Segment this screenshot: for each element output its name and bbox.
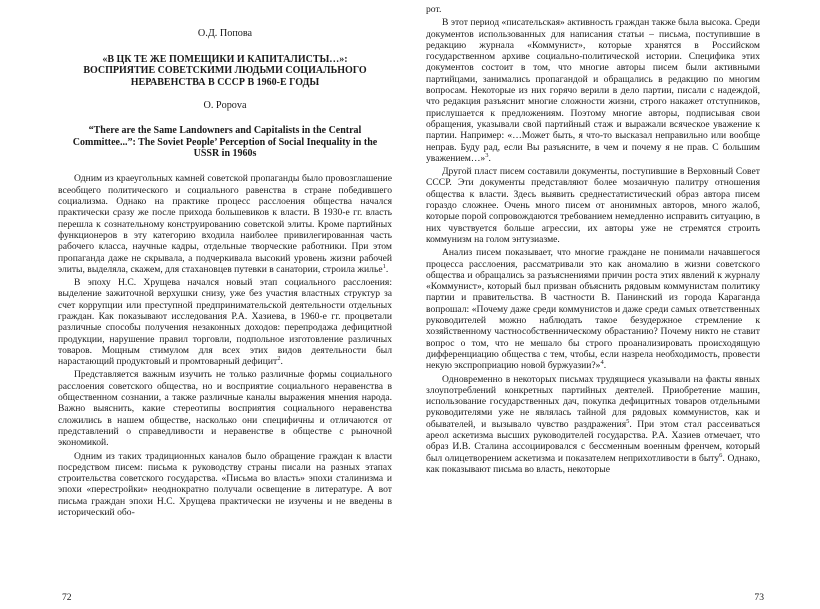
paragraph (58, 173, 392, 275)
footnote-marker: 1 (382, 262, 386, 270)
left-text-column (58, 4, 392, 520)
paragraph-text: В этот период «писательская» активность граждан также была высока. Среди документов использованных для написания статьи – письма, поступившие в редакцию журнала «Коммунист», которые хранятся в Российском государственном архиве социально-политической истории. Специфика этих документов состоит в том, что многие авторы писем были активными партийцами, занимались пропагандой и обращались в редакцию по многим вопросам. Некоторые из них горячо верили в дело партии, писали с надеждой, что редакция разъяснит многие сложности жизни, строго накажет отступников, прислушается к предложениям. Поэтому многие авторы, подписывая свои обращения, указывали свой партийный стаж и выражали всяческое уважение к партии. Например: «…Может быть, я что-то высказал неправильно или вообще неправ. Буду рад, если Вы разъясните, в чем и почему я не прав. С большим уважением…» (426, 17, 760, 164)
paragraph (426, 247, 760, 371)
footnote-marker: 6 (719, 451, 723, 459)
paragraph-text: Анализ писем показывает, что многие граждане не понимали начавшегося процесса расслоения, рассматривали это как аномалию в жизни советского общества и обращались за разъяснениями причин роста этих явлений к журналу «Коммунист», который был призван объяснить рядовым коммунистам политику партии и правительства. В частности В. Панинский из города Караганда вопрошал: «Почему даже среди коммунистов и даже среди самых ответственных руководителей можно наблюдать такое безудержное стремление к хозяйственному частнособственническому обрастанию? Почему никто не ставит вопрос о том, что не мешало бы строго проанализировать происходящую дифференциацию общества с тем, чтобы, если назрела необходимость, провести некую экспроприацию новой буржуазии?» (426, 247, 760, 372)
right-body-text (426, 4, 760, 475)
right-page (410, 0, 820, 609)
paragraph-text-tail: . (385, 263, 389, 275)
author-name-ru: О.Д. Попова (197, 28, 253, 39)
paragraph-text: Одновременно в некоторых письмах трудящиеся указывали на факты явных злоупотреблений конкретных партийных деятелей. Приобретение машин, использование государственных дач, покупка дефицитных товаров отдельными руководителями уже не являлась тайной для рядовых коммунистов, как и обывателей, и вызывало чувство раздражения (426, 373, 760, 430)
paragraph-text: рот. (426, 4, 442, 15)
page-number-right: 73 (754, 592, 764, 603)
footnote-marker: 5 (626, 417, 630, 425)
paragraph (58, 277, 392, 367)
right-text-column (426, 4, 760, 477)
paragraph-text-tail: . При этом стал рассеиваться ареол аскетизма высших руководителей государства. Р.А. Хазиев отмечает, что образ И.В. Сталина ассоциировался с бессменным военным френчем, который был олицетворением аскетизма и показателем неприхотливости в быту (426, 418, 760, 464)
author-name-en: O. Popova (203, 100, 247, 112)
paragraph-text: Другой пласт писем составили документы, поступившие в Верховный Совет СССР. Эти документы представляют более мозаичную палитру отношения общества к власти. Здесь выявить среднестатистический образ автора писем гораздо сложнее. Очень много писем от анонимных авторов, много жалоб, которые порой сопровождаются требованием немедленно исправить ситуацию, в них чувствуется больше агрессии, их авторы уже не стремятся строить коммунизм на голом энтузиазме. (426, 166, 760, 245)
paragraph (426, 166, 760, 245)
paragraph-text-tail: . Однако, как показывают письма во власть, некоторые (426, 452, 760, 475)
paragraph-text: Одним из таких традиционных каналов было обращение граждан к власти посредством писем: письма к руководству страны писали на разных этапах строительства советского государства. «Письма во власть» эпохи сталинизма и эпохи «перестройки» неоднократно получали освещение в литературе. А вот письма граждан эпохи Н.С. Хрущева практически не изучены и не введены в исторический обо- (58, 450, 392, 519)
paragraph-text: Представляется важным изучить не только различные формы социального расслоения советского общества, но и восприятие социального неравенства в общественном сознании, а также различные каналы выражения мнения народа. Важно выяснить, какие стереотипы восприятия социального неравенства сложились в нашем обществе, насколько они специфичны и отличаются от представлений о справедливости и неравенстве в обществе с рыночной экономикой. (58, 369, 392, 449)
article-title-en: “There are the Same Landowners and Capitalists in the Central Committee...”: The Soviet People’ Perception of Social Inequality in the USSR in 1960s (72, 125, 378, 160)
paragraph (58, 451, 392, 519)
paragraph (426, 4, 760, 15)
paragraph-text-tail: . (488, 152, 491, 164)
footnote-marker: 4 (600, 359, 604, 367)
paragraph-text: В эпоху Н.С. Хрущева начался новый этап социального расслоения: выделение зажиточной верхушки снизу, уже без участия властных структур за счет коррупции или преступной предпринимательской деятельности отдельных граждан. Как показывают исследования Р.А. Хазиева, в 1960-е гг. процветали различные способы получения незаконных доходов: перепродажа дефицитной продукции, нарушение правил торговли, подпольное изготовление различных товаров. Мощным стимулом для всех этих видов деятельности был нарастающий продуктовый и промтоварный дефицит (58, 277, 392, 368)
paragraph-text-tail: . (280, 356, 283, 368)
paragraph-text-tail: . (603, 360, 607, 372)
footnote-marker: 3 (485, 151, 489, 159)
article-title-ru: «В ЦК ТЕ ЖЕ ПОМЕЩИКИ И КАПИТАЛИСТЫ…»: ВОСПРИЯТИЕ СОВЕТСКИМИ ЛЮДЬМИ СОЦИАЛЬНОГО НЕРАВЕНСТВА В СССР В 1960-Е ГОДЫ (83, 54, 367, 88)
footnote-marker: 2 (277, 355, 281, 362)
page-number-left: 72 (62, 592, 72, 603)
left-body-text (58, 173, 392, 518)
paragraph (58, 369, 392, 448)
paragraph (426, 17, 760, 164)
paragraph-text: Одним из краеугольных камней советской пропаганды было провозглашение всеобщего политического и социального равенства в стране победившего социализма. Однако на практике процесс расслоения общества начался практически сразу же после прихода большевиков к власти. В 1930-е гг. власть перешла к сознательному конструированию советской элиты. Кроме партийных функционеров в эту категорию входила наиболее привилегированная часть рабочего класса, научные кадры, отдельные творческие работники. При этом пропаганда даже не скрывала, а подчеркивала высокий уровень жизни рабочей элиты, выделяла, скажем, для стахановцев путевки в санатории, строила жилье (58, 173, 392, 275)
paragraph (426, 374, 760, 476)
